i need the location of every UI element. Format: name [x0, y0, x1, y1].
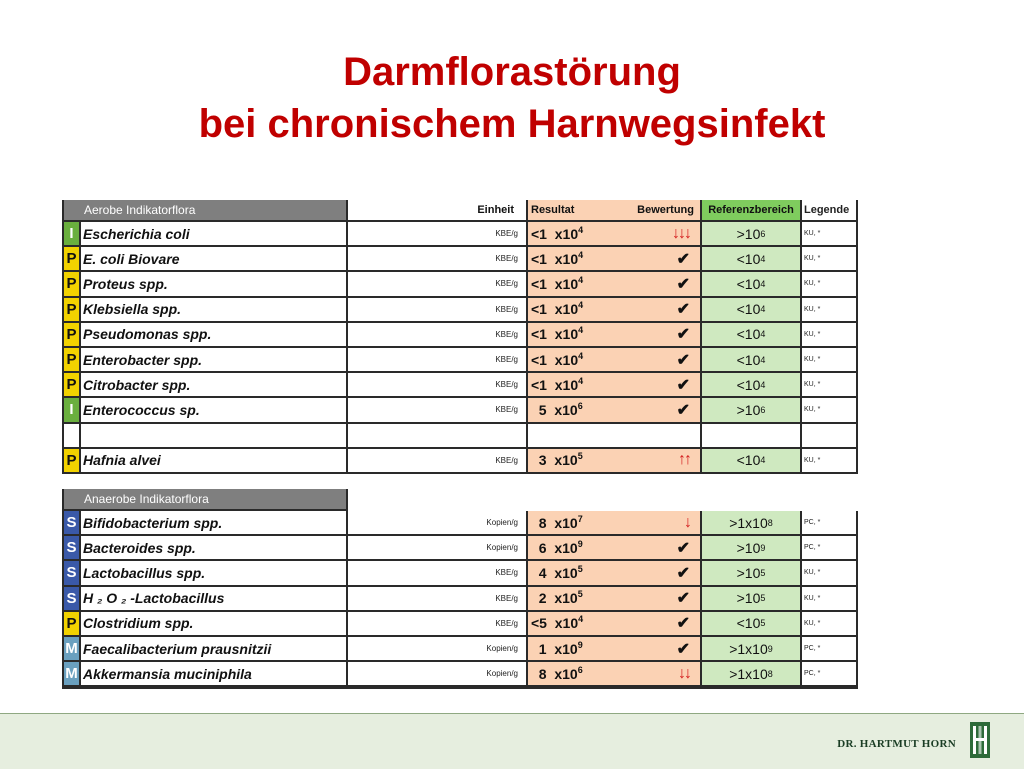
- result-cell: [528, 612, 700, 635]
- result-exponent: 7: [577, 513, 583, 524]
- unit-cell: KBE/g: [348, 298, 526, 321]
- table-row: [62, 424, 858, 449]
- organism-name: Bacteroides spp.: [81, 536, 346, 559]
- category-badge: P: [64, 612, 79, 635]
- result-cell: [528, 298, 700, 321]
- unit-cell: Kopien/g: [348, 536, 526, 559]
- reference-cell: >10 5: [702, 587, 800, 610]
- unit-cell: KBE/g: [348, 222, 526, 245]
- result-value: [531, 352, 583, 368]
- legend-header: Legende: [802, 200, 856, 220]
- table-row: [62, 511, 858, 536]
- legend-cell: KU, *: [802, 398, 856, 421]
- result-mantissa: <1 x10: [531, 376, 579, 393]
- footer-author: DR. HARTMUT HORN: [837, 738, 956, 750]
- reference-base: <10: [736, 275, 761, 292]
- category-badge: [64, 424, 79, 447]
- category-badge: P: [64, 247, 79, 270]
- result-cell: [528, 637, 700, 660]
- aerobe-group-header: Aerobe Indikatorflora: [64, 200, 346, 220]
- footer-bar: [0, 713, 1024, 769]
- result-exponent: 4: [578, 249, 584, 260]
- result-cell: [528, 272, 700, 295]
- organism-name: Enterococcus sp.: [81, 398, 346, 421]
- result-mantissa: <1 x10: [531, 225, 579, 242]
- reference-base: <10: [736, 376, 761, 393]
- reference-cell: >10 6: [702, 222, 800, 245]
- aerobe-header-row: [62, 200, 858, 222]
- organism-name: Clostridium spp.: [81, 612, 346, 635]
- organism-name: Citrobacter spp.: [81, 373, 346, 396]
- reference-cell: <10 4: [702, 298, 800, 321]
- category-badge: P: [64, 348, 79, 371]
- result-exponent: 4: [578, 300, 584, 311]
- result-cell: [528, 511, 700, 534]
- legend-cell: PC, *: [802, 536, 856, 559]
- unit-cell: KBE/g: [348, 561, 526, 584]
- result-mantissa: <1 x10: [531, 250, 579, 267]
- rating-check-icon: ✔: [676, 564, 690, 582]
- result-mantissa: 8 x10: [531, 514, 578, 531]
- unit-cell: Kopien/g: [348, 662, 526, 685]
- table-row: [62, 662, 858, 687]
- unit-cell: KBE/g: [348, 323, 526, 346]
- result-exponent: 6: [577, 664, 583, 675]
- table-row: [62, 298, 858, 323]
- category-badge: S: [64, 511, 79, 534]
- reference-base: >10: [736, 564, 761, 581]
- result-mantissa: 6 x10: [531, 539, 578, 556]
- reference-cell: >10 5: [702, 561, 800, 584]
- rating-check-icon: ✔: [676, 401, 690, 419]
- result-cell: [528, 587, 700, 610]
- title-line-2: bei chronischem Harnwegsinfekt: [198, 102, 826, 146]
- result-mantissa: <1 x10: [531, 301, 579, 318]
- slide-title: [0, 46, 1024, 150]
- reference-cell: <10 4: [702, 272, 800, 295]
- table-row: [62, 561, 858, 586]
- title-line-1: Darmflorastörung: [343, 50, 681, 94]
- reference-cell: >10 9: [702, 536, 800, 559]
- legend-cell: KU, *: [802, 612, 856, 635]
- result-cell: [528, 662, 700, 685]
- organism-name: Hafnia alvei: [81, 449, 346, 472]
- reference-header: Referenzbereich: [702, 200, 800, 220]
- reference-base: <10: [736, 452, 761, 469]
- organism-name: Escherichia coli: [81, 222, 346, 245]
- reference-cell: >1x10 9: [702, 637, 800, 660]
- reference-cell: <10 5: [702, 612, 800, 635]
- reference-cell: >10 6: [702, 398, 800, 421]
- organism-name: Proteus spp.: [81, 272, 346, 295]
- result-exponent: 5: [577, 451, 583, 462]
- rating-header-label: Bewertung: [637, 204, 694, 216]
- result-exponent: 9: [577, 639, 583, 650]
- unit-header: Einheit: [348, 200, 526, 220]
- organism-name: Pseudomonas spp.: [81, 323, 346, 346]
- rating-check-icon: ✔: [676, 615, 690, 633]
- result-header: [528, 200, 700, 220]
- reference-base: <10: [736, 351, 761, 368]
- result-value: [531, 276, 583, 292]
- reference-base: <10: [736, 326, 761, 343]
- result-exponent: 4: [578, 224, 584, 235]
- table-row: [62, 587, 858, 612]
- result-value: [531, 641, 583, 657]
- legend-cell: KU, *: [802, 222, 856, 245]
- aerobe-table: [62, 200, 858, 474]
- result-mantissa: 4 x10: [531, 564, 578, 581]
- result-value: [531, 251, 583, 267]
- result-mantissa: <5 x10: [531, 615, 579, 632]
- table-row: [62, 323, 858, 348]
- unit-cell: KBE/g: [348, 587, 526, 610]
- legend-cell: KU, *: [802, 373, 856, 396]
- result-exponent: 5: [577, 589, 583, 600]
- unit-cell: KBE/g: [348, 348, 526, 371]
- table-row: [62, 373, 858, 398]
- rating-check-icon: ✔: [676, 250, 690, 268]
- legend-cell: KU, *: [802, 449, 856, 472]
- unit-cell: KBE/g: [348, 612, 526, 635]
- rating-arrow-icon: ↑↑: [678, 451, 690, 469]
- result-mantissa: 1 x10: [531, 640, 578, 657]
- table-row: [62, 272, 858, 297]
- rating-check-icon: ✔: [676, 640, 690, 658]
- category-badge: I: [64, 222, 79, 245]
- category-badge: P: [64, 272, 79, 295]
- table-row: [62, 348, 858, 373]
- unit-cell: KBE/g: [348, 449, 526, 472]
- table-row: [62, 612, 858, 637]
- result-cell: [528, 536, 700, 559]
- legend-cell: KU, *: [802, 272, 856, 295]
- result-exponent: 5: [577, 563, 583, 574]
- category-badge: I: [64, 398, 79, 421]
- reference-base: <10: [736, 250, 761, 267]
- result-cell: [528, 449, 700, 472]
- organism-name: [81, 424, 346, 447]
- result-mantissa: <1 x10: [531, 275, 579, 292]
- organism-name: Bifidobacterium spp.: [81, 511, 346, 534]
- result-value: [531, 326, 583, 342]
- legend-cell: [802, 424, 856, 447]
- category-badge: P: [64, 449, 79, 472]
- result-value: [531, 565, 583, 581]
- result-exponent: 4: [578, 325, 584, 336]
- result-value: [531, 666, 583, 682]
- legend-cell: KU, *: [802, 323, 856, 346]
- hh-logo-icon: [970, 722, 990, 758]
- organism-name: Akkermansia muciniphila: [81, 662, 346, 685]
- legend-cell: KU, *: [802, 247, 856, 270]
- reference-cell: <10 4: [702, 323, 800, 346]
- result-value: [531, 590, 583, 606]
- reference-base: >10: [736, 225, 761, 242]
- result-exponent: 4: [578, 350, 584, 361]
- anaerobe-header-row: [62, 489, 348, 511]
- organism-name: Enterobacter spp.: [81, 348, 346, 371]
- result-cell: [528, 373, 700, 396]
- category-badge: M: [64, 637, 79, 660]
- table-row: [62, 222, 858, 247]
- legend-cell: PC, *: [802, 511, 856, 534]
- reference-cell: <10 4: [702, 247, 800, 270]
- table-row: [62, 536, 858, 561]
- reference-base: >10: [736, 401, 761, 418]
- category-badge: P: [64, 298, 79, 321]
- result-mantissa: 2 x10: [531, 590, 578, 607]
- unit-cell: KBE/g: [348, 272, 526, 295]
- result-value: [531, 402, 583, 418]
- reference-base: >10: [736, 590, 761, 607]
- unit-cell: KBE/g: [348, 247, 526, 270]
- result-exponent: 6: [577, 400, 583, 411]
- rating-arrow-icon: ↓: [684, 513, 690, 531]
- rating-check-icon: ✔: [676, 590, 690, 608]
- result-cell: [528, 323, 700, 346]
- result-cell: [528, 561, 700, 584]
- legend-cell: KU, *: [802, 561, 856, 584]
- result-mantissa: <1 x10: [531, 351, 579, 368]
- unit-cell: KBE/g: [348, 398, 526, 421]
- result-exponent: 4: [578, 274, 584, 285]
- result-mantissa: 5 x10: [531, 401, 578, 418]
- reference-cell: [702, 424, 800, 447]
- organism-name: Faecalibacterium prausnitzii: [81, 637, 346, 660]
- reference-base: <10: [736, 301, 761, 318]
- result-header-label: Resultat: [531, 204, 575, 216]
- result-mantissa: <1 x10: [531, 326, 579, 343]
- anaerobe-table: [62, 489, 858, 689]
- reference-cell: <10 4: [702, 449, 800, 472]
- category-badge: P: [64, 373, 79, 396]
- category-badge: S: [64, 587, 79, 610]
- result-value: [531, 540, 583, 556]
- result-mantissa: 8 x10: [531, 665, 578, 682]
- result-cell: [528, 398, 700, 421]
- unit-cell: Kopien/g: [348, 637, 526, 660]
- category-badge: P: [64, 323, 79, 346]
- organism-name: H ₂ O ₂ -Lactobacillus: [81, 587, 346, 610]
- result-value: [531, 377, 583, 393]
- result-mantissa: 3 x10: [531, 452, 578, 469]
- organism-name: Klebsiella spp.: [81, 298, 346, 321]
- result-value: [531, 515, 583, 531]
- reference-cell: >1x10 8: [702, 662, 800, 685]
- category-badge: S: [64, 561, 79, 584]
- reference-base: >1x10: [729, 514, 768, 531]
- rating-arrow-icon: ↓↓: [678, 664, 690, 682]
- result-exponent: 4: [578, 614, 584, 625]
- rating-check-icon: ✔: [676, 275, 690, 293]
- reference-cell: <10 4: [702, 373, 800, 396]
- category-badge: M: [64, 662, 79, 685]
- reference-base: <10: [736, 615, 761, 632]
- reference-base: >10: [736, 539, 761, 556]
- result-value: [531, 301, 583, 317]
- rating-check-icon: ✔: [676, 539, 690, 557]
- rating-check-icon: ✔: [676, 351, 690, 369]
- unit-cell: [348, 424, 526, 447]
- rating-arrow-icon: ↓↓↓: [672, 224, 690, 242]
- legend-cell: KU, *: [802, 298, 856, 321]
- unit-cell: Kopien/g: [348, 511, 526, 534]
- organism-name: E. coli Biovare: [81, 247, 346, 270]
- reference-cell: >1x10 8: [702, 511, 800, 534]
- anaerobe-group-header: Anaerobe Indikatorflora: [64, 489, 346, 509]
- reference-cell: <10 4: [702, 348, 800, 371]
- result-value: [531, 452, 583, 468]
- table-row: [62, 449, 858, 474]
- anaerobe-body: [62, 511, 858, 689]
- table-row: [62, 247, 858, 272]
- result-value: [531, 615, 583, 631]
- legend-cell: PC, *: [802, 637, 856, 660]
- table-row: [62, 398, 858, 423]
- result-exponent: 4: [578, 375, 584, 386]
- result-cell: [528, 348, 700, 371]
- result-cell: [528, 247, 700, 270]
- rating-check-icon: ✔: [676, 301, 690, 319]
- organism-name: Lactobacillus spp.: [81, 561, 346, 584]
- rating-check-icon: ✔: [676, 326, 690, 344]
- rating-check-icon: ✔: [676, 376, 690, 394]
- table-row: [62, 637, 858, 662]
- reference-base: >1x10: [729, 665, 768, 682]
- result-exponent: 9: [577, 538, 583, 549]
- legend-cell: PC, *: [802, 662, 856, 685]
- result-value: [531, 226, 583, 242]
- unit-cell: KBE/g: [348, 373, 526, 396]
- reference-base: >1x10: [729, 640, 768, 657]
- category-badge: S: [64, 536, 79, 559]
- result-cell: [528, 424, 700, 447]
- legend-cell: KU, *: [802, 348, 856, 371]
- legend-cell: KU, *: [802, 587, 856, 610]
- result-cell: [528, 222, 700, 245]
